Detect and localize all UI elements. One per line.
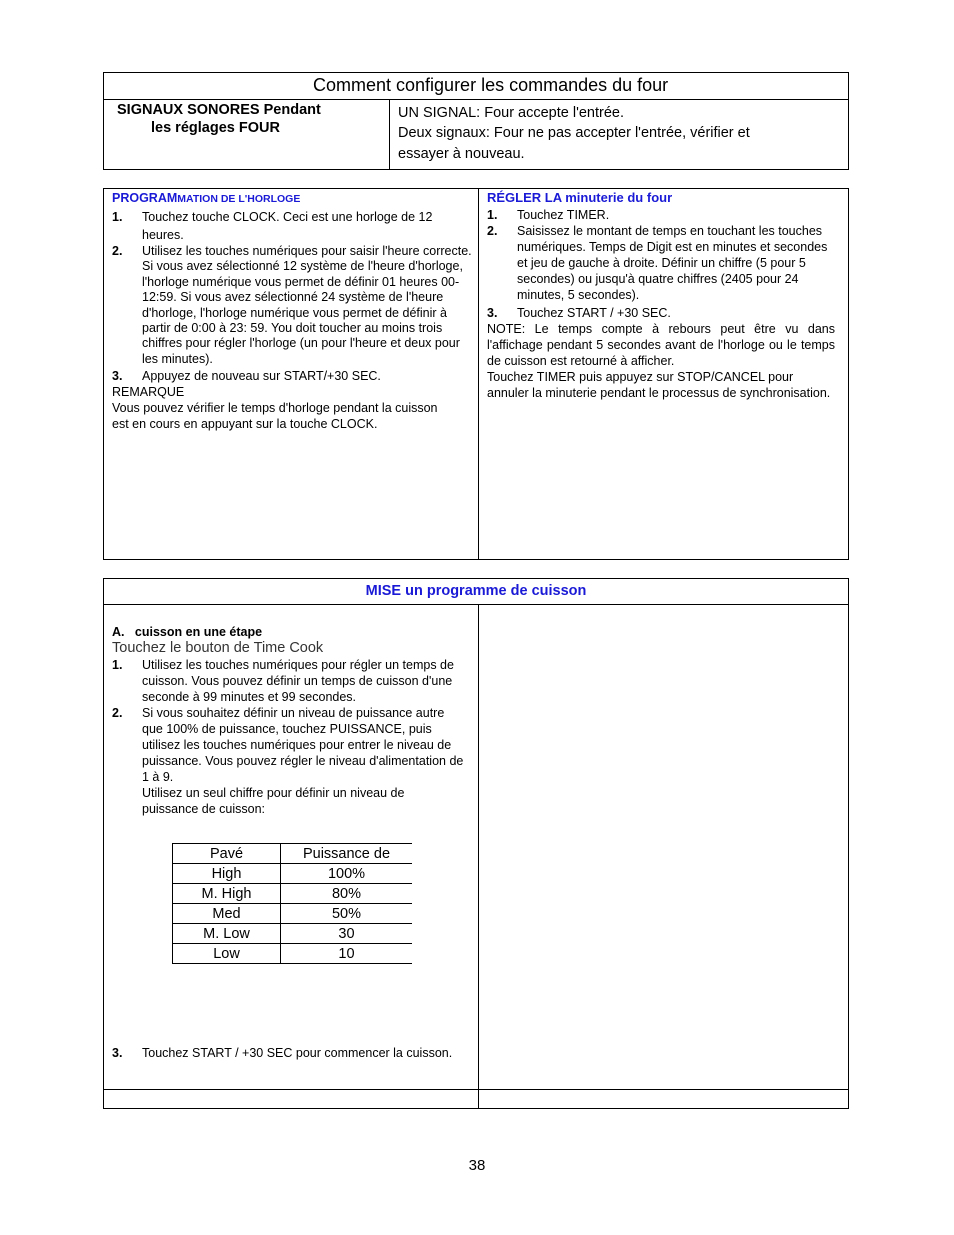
table-cell: High	[173, 864, 281, 884]
table-row	[173, 924, 413, 944]
single-step-section	[112, 624, 472, 817]
timer-step: 3. Touchez START / +30 SEC.	[487, 306, 671, 320]
timer-title: RÉGLER LA minuterie du four	[487, 190, 673, 205]
table-cell: M. Low	[173, 924, 281, 944]
table-cell: 100%	[281, 864, 413, 884]
clock-step: 3. Appuyez de nouveau sur START/+30 SEC.	[112, 369, 381, 384]
table-row	[173, 904, 413, 924]
table-cell: 30	[281, 924, 413, 944]
timer-section	[487, 190, 835, 401]
table-cell: 50%	[281, 904, 413, 924]
table-header-row	[173, 844, 413, 864]
clock-title: PROGRAMMATION DE L'HORLOGE	[112, 191, 301, 205]
clock-step: 1. Touchez touche CLOCK. Ceci est une horloge de 12 heures.	[112, 210, 433, 242]
page-title: Comment configurer les commandes du four	[313, 75, 669, 95]
time-cook-intro: Touchez le bouton de Time Cook	[112, 640, 324, 656]
power-level-table	[172, 843, 412, 964]
header-divider	[103, 99, 849, 100]
program-footer-divider	[103, 1089, 849, 1090]
table-cell: Med	[173, 904, 281, 924]
program-step-note: Utilisez un seul chiffre pour définir un niveau de puissance de cuisson:	[142, 786, 405, 816]
signal-label: SIGNAUX SONORES Pendant les réglages FOUR	[117, 102, 321, 136]
table-header-cell: Pavé	[173, 844, 281, 864]
timer-note: NOTE: Le temps compte à rebours peut être vu dans l'affichage pendant 5 secondes avant de l'horloge ou le temps de cuisson est retourné à afficher.	[487, 322, 835, 368]
table-row	[173, 884, 413, 904]
clock-remark-text: Vous pouvez vérifier le temps d'horloge pendant la cuisson est en cours en appuyant sur la touche CLOCK.	[112, 401, 438, 432]
clock-remark-label: REMARQUE	[112, 385, 185, 400]
signal-description: UN SIGNAL: Four accepte l'entrée. Deux signaux: Four ne pas accepter l'entrée, vérifier et essayer à nouveau.	[398, 105, 750, 162]
single-step-heading: A. cuisson en une étape	[112, 625, 263, 639]
timer-step: 2. Saisissez le montant de temps en touchant les touches numériques. Temps de Digit est en minutes et secondes et jeu de gauche à droite. Définir un chiffre (5 pour 5 secondes) ou jusqu'à quatre chiffres (2405 pour 24 minutes, 5 secondes).	[487, 224, 828, 302]
timer-cancel-text: Touchez TIMER puis appuyez sur STOP/CANCEL pour annuler la minuterie pendant le processus de synchronisation.	[487, 370, 831, 400]
table-row	[173, 864, 413, 884]
program-header-divider	[103, 604, 849, 605]
program-title: MISE un programme de cuisson	[365, 583, 587, 599]
clock-section	[112, 190, 472, 432]
table-cell: M. High	[173, 884, 281, 904]
clock-step: 2. Utilisez les touches numériques pour saisir l'heure correcte. Si vous avez sélectionné 12 système de l'heure d'horloge, l'horloge numérique vous permet de définir 01 heures 00-12:59. Si vous avez sélectionné 24 système de l'heure d'horloge, l'horloge numérique vous permet de définir à partir de 0:00 à 23: 59. You doit toucher au moins trois chiffres pour régler l'horloge (un pour l'heure et deux pour les minutes).	[112, 244, 472, 366]
program-step: 1. Utilisez les touches numériques pour régler un temps de cuisson. Vous pouvez définir un temps de cuisson d'une seconde à 99 minutes et 99 secondes.	[112, 658, 454, 704]
table-cell: Low	[173, 944, 281, 964]
program-step: 2. Si vous souhaitez définir un niveau de puissance autre que 100% de puissance, touchez PUISSANCE, puis utilisez les touches numériques pour entrer le niveau de puissance. Vous pouvez régler le niveau d'alimentation de 1 à 9.	[112, 706, 464, 784]
page-number: 38	[468, 1157, 486, 1174]
table-row	[173, 944, 413, 964]
program-step: 3. Touchez START / +30 SEC pour commencer la cuisson.	[112, 1046, 453, 1060]
table-header-cell: Puissance de	[281, 844, 413, 864]
program-column-divider	[478, 604, 479, 1109]
header-column-divider	[389, 99, 390, 170]
timer-step: 1. Touchez TIMER.	[487, 208, 610, 222]
clock-timer-column-divider	[478, 188, 479, 560]
table-cell: 10	[281, 944, 413, 964]
table-cell: 80%	[281, 884, 413, 904]
